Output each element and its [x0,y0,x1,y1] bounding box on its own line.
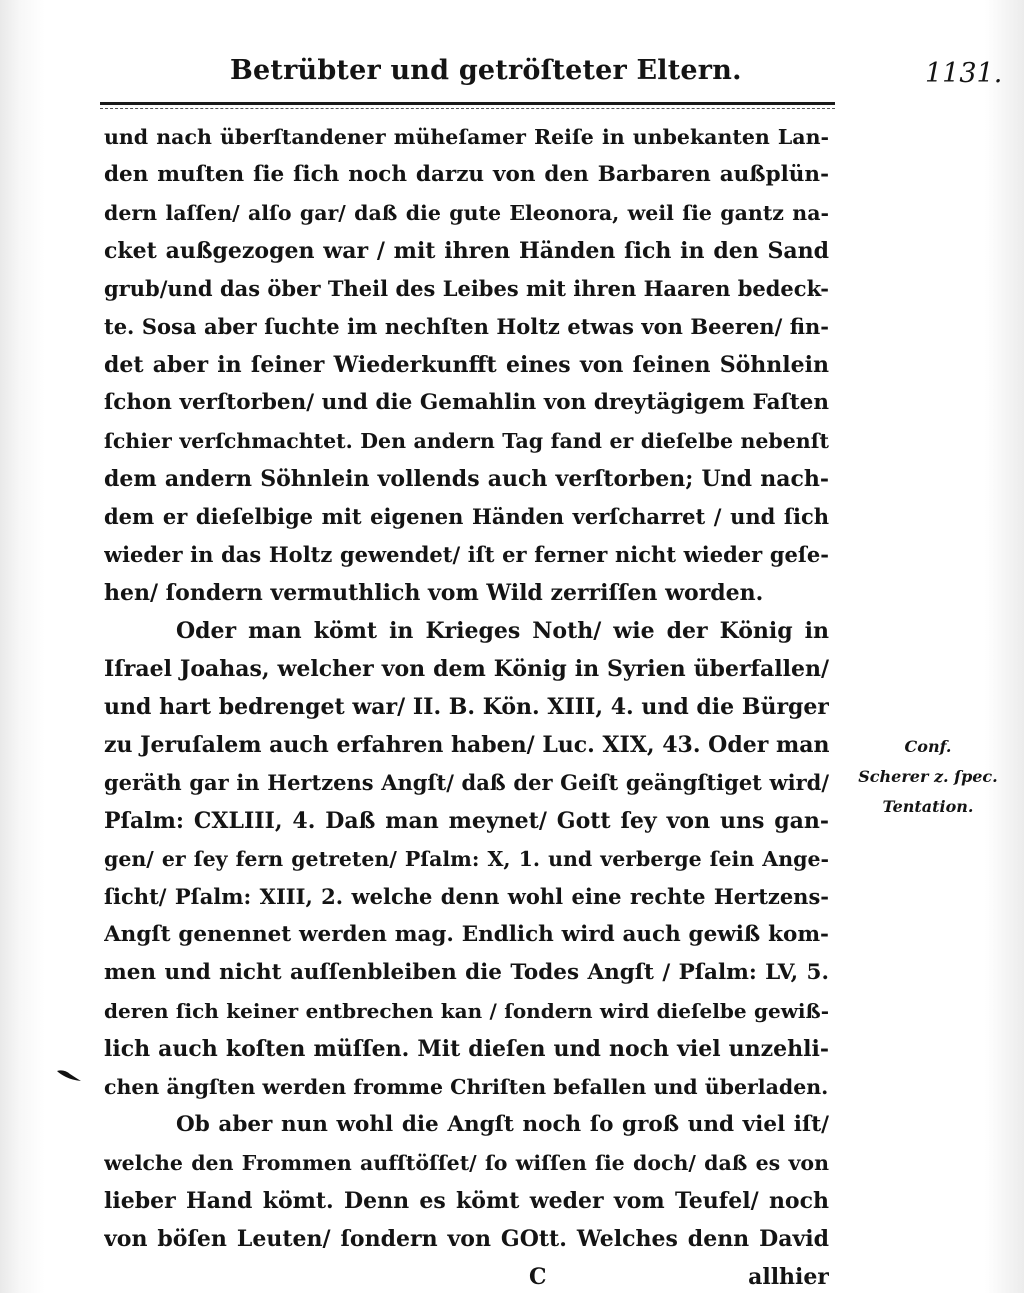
text-line: te. Sosa aber ſuchte im nechſten Holtz etwas von Beeren/ fin- [104,314,829,339]
text-line: hen/ ſondern vermuthlich vom Wild zerriſſen worden. [104,580,764,606]
text-line: den muſten ſie ſich noch darzu von den Barbaren außplün- [104,162,829,187]
body-text [104,118,829,1296]
margin-note-line: Scherer z. ſpec. [858,767,998,786]
text-line: det aber in ſeiner Wiederkunfft eines von ſeinen Söhnlein [104,352,829,378]
text-line: dem andern Söhnlein vollends auch verſtorben; Und nach- [104,466,829,492]
text-line: grub/und das öber Theil des Leibes mit ihren Haaren bedeck- [104,276,829,301]
text-line: deren ſich keiner entbrechen kan / ſondern wird dieſelbe gewiß- [104,999,829,1023]
text-line: und nach überſtandener müheſamer Reiſe in unbekanten Lan- [104,125,829,149]
text-line: men und nicht auſſenbleiben die Todes Angſt / Pſalm: LV, 5. [104,960,829,985]
catchword: allhier [748,1264,829,1290]
running-head: Betrübter und getröſteter Eltern. [230,55,742,86]
margin-note-line: Conf. [904,737,952,756]
text-line: dern laſſen/ alſo gar/ daß die gute Eleonora, weil ſie gantz na- [104,201,829,225]
text-line: Pſalm: CXLIII, 4. Daß man meynet/ Gott ſey von uns gan- [104,808,829,834]
text-line: welche den Frommen aufſtöſſet/ ſo wiſſen ſie doch/ daß es von [104,1151,829,1175]
header-rule-secondary [100,108,835,109]
text-line: lich auch koſten müſſen. Mit dieſen und noch viel unzehli- [104,1036,829,1062]
text-line: Iſrael Joahas, welcher von dem König in Syrien überfallen/ [104,656,829,682]
text-line: gen/ er ſey fern getreten/ Pſalm: X, 1. und verberge ſein Ange- [104,847,829,871]
header-rule [100,102,835,105]
margin-note [848,732,1008,822]
ink-blot [56,1068,82,1082]
text-line: zu Jeruſalem auch erfahren haben/ Luc. XIX, 43. Oder man [104,732,829,758]
paragraph-start-line: Ob aber nun wohl die Angſt noch ſo groß und viel iſt/ [176,1112,829,1137]
text-line: Angſt genennet werden mag. Endlich wird auch gewiß kom- [104,922,829,947]
text-line: chen ängſten werden fromme Chriſten befallen und überladen. [104,1075,829,1099]
text-line: ſchier verſchmachtet. Den andern Tag fand er dieſelbe nebenſt [104,429,829,453]
text-line: dem er dieſelbige mit eigenen Händen verſcharret / und ſich [104,504,829,529]
margin-note-line: Tentation. [882,797,974,816]
text-line: und hart bedrenget war/ II. B. Kön. XIII, 4. und die Bürger [104,694,829,720]
page-number: 1131. [925,58,1003,89]
signature-mark: C [529,1264,547,1290]
footer-line [104,1258,829,1296]
text-line: ſchon verſtorben/ und die Gemahlin von dreytägigem Faſten [104,390,829,415]
text-line: ſicht/ Pſalm: XIII, 2. welche denn wohl eine rechte Hertzens- [104,884,829,909]
text-line: wieder in das Holtz gewendet/ iſt er ferner nicht wieder geſe- [104,542,829,567]
paragraph-start-line: Oder man kömt in Krieges Noth/ wie der König in [176,618,829,644]
text-line: von böſen Leuten/ ſondern von GOtt. Welches denn David [104,1226,829,1252]
text-line: geräth gar in Hertzens Angſt/ daß der Geiſt geängſtiget wird/ [104,770,829,795]
text-line: cket außgezogen war / mit ihren Händen ſich in den Sand [104,238,829,264]
text-line: lieber Hand kömt. Denn es kömt weder vom Teufel/ noch [104,1188,829,1214]
